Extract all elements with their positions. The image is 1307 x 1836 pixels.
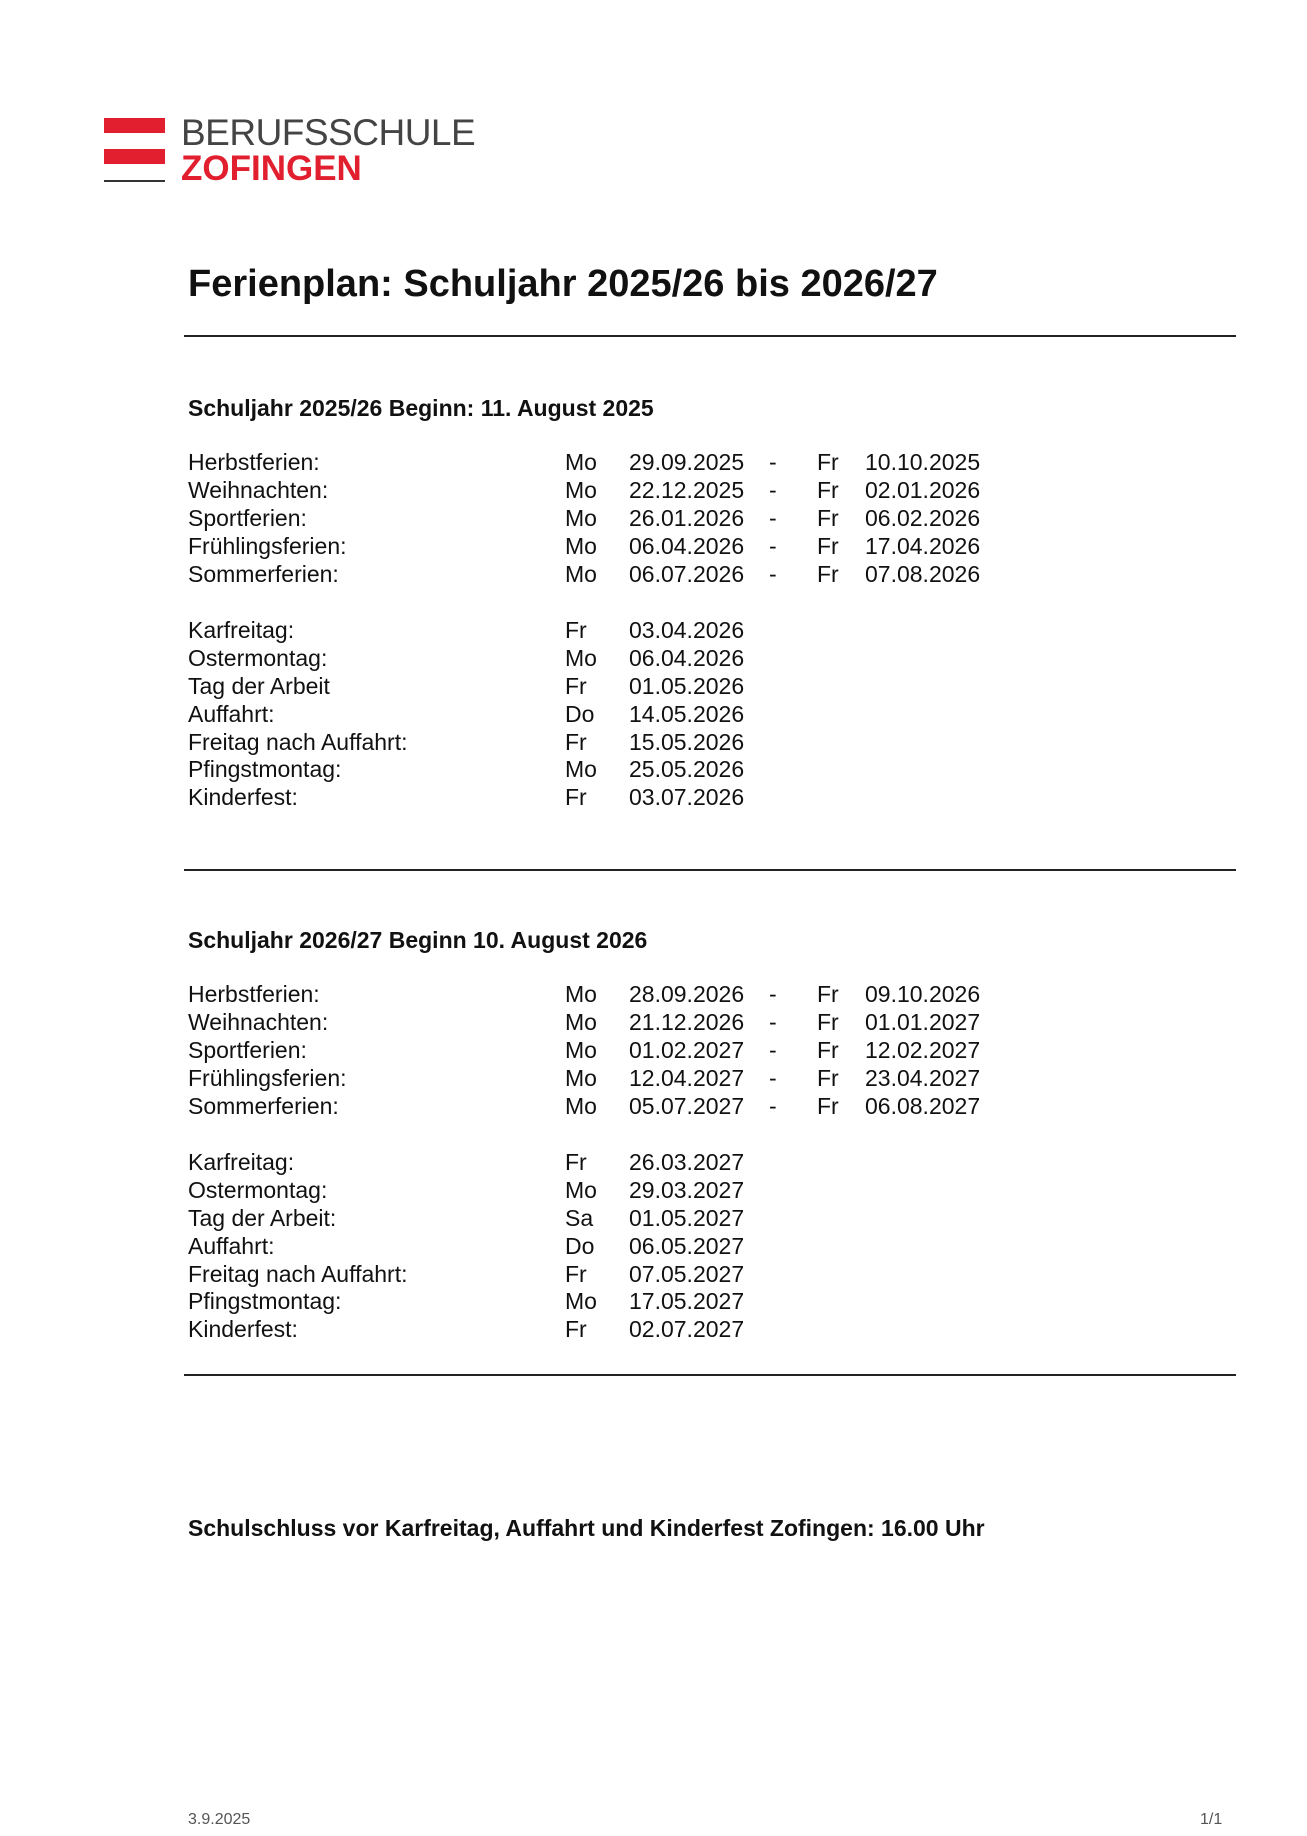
to-date: 02.01.2026 bbox=[865, 476, 981, 503]
weekday: Fr bbox=[565, 617, 587, 643]
date: 07.05.2027 bbox=[629, 1260, 745, 1287]
holiday-row bbox=[188, 560, 1088, 588]
from-weekday: Mo bbox=[565, 560, 597, 587]
from-date: 26.01.2026 bbox=[629, 504, 745, 531]
date-separator: - bbox=[769, 449, 777, 475]
divider-middle bbox=[184, 869, 1236, 871]
holiday-row bbox=[188, 532, 1088, 560]
to-weekday: Fr bbox=[817, 532, 839, 559]
from-weekday: Mo bbox=[565, 1064, 597, 1091]
holiday-row bbox=[188, 448, 1088, 476]
day-row bbox=[188, 616, 1088, 644]
holiday-name: Sommerferien: bbox=[188, 560, 339, 587]
holiday-row bbox=[188, 1064, 1088, 1092]
holiday-name: Sportferien: bbox=[188, 1036, 307, 1063]
weekday: Sa bbox=[565, 1204, 594, 1231]
date: 02.07.2027 bbox=[629, 1316, 745, 1343]
to-weekday: Fr bbox=[817, 1008, 839, 1035]
day-name: Ostermontag: bbox=[188, 1176, 328, 1203]
weekday: Fr bbox=[565, 1149, 587, 1175]
to-date: 09.10.2026 bbox=[865, 981, 981, 1007]
holiday-row bbox=[188, 1008, 1088, 1036]
to-date: 23.04.2027 bbox=[865, 1064, 981, 1091]
day-row bbox=[188, 1176, 1088, 1204]
to-date: 06.02.2026 bbox=[865, 504, 981, 531]
weekday: Fr bbox=[565, 728, 587, 755]
day-name: Auffahrt: bbox=[188, 700, 275, 727]
holiday-row bbox=[188, 1036, 1088, 1064]
school-logo bbox=[104, 112, 476, 190]
footer-date: 3.9.2025 bbox=[188, 1811, 251, 1828]
date: 06.05.2027 bbox=[629, 1232, 745, 1259]
logo-text-berufsschule: BERUFSSCHULE bbox=[181, 112, 476, 153]
day-row bbox=[188, 1260, 1088, 1288]
weekday: Fr bbox=[565, 1316, 587, 1343]
divider-top bbox=[184, 335, 1236, 337]
date: 26.03.2027 bbox=[629, 1149, 745, 1175]
weekday: Mo bbox=[565, 1288, 597, 1315]
from-weekday: Mo bbox=[565, 504, 597, 531]
day-row bbox=[188, 700, 1088, 728]
day-name: Pfingstmontag: bbox=[188, 1288, 342, 1315]
holiday-name: Frühlingsferien: bbox=[188, 532, 347, 559]
weekday: Do bbox=[565, 1232, 595, 1259]
date: 01.05.2027 bbox=[629, 1204, 745, 1231]
day-list-2026-27 bbox=[188, 1148, 1088, 1343]
date: 03.04.2026 bbox=[629, 617, 745, 643]
from-date: 05.07.2027 bbox=[629, 1092, 745, 1119]
divider-bottom bbox=[184, 1374, 1236, 1376]
to-date: 07.08.2026 bbox=[865, 560, 981, 587]
logo-underline bbox=[104, 180, 165, 182]
to-date: 12.02.2027 bbox=[865, 1036, 981, 1063]
to-weekday: Fr bbox=[817, 449, 839, 475]
holiday-list-2026-27 bbox=[188, 980, 1088, 1119]
holiday-name: Weihnachten: bbox=[188, 1008, 329, 1035]
from-weekday: Mo bbox=[565, 1092, 597, 1119]
from-date: 28.09.2026 bbox=[629, 981, 745, 1007]
day-row bbox=[188, 728, 1088, 756]
to-date: 06.08.2027 bbox=[865, 1092, 981, 1119]
holiday-row bbox=[188, 476, 1088, 504]
date: 14.05.2026 bbox=[629, 700, 745, 727]
weekday: Fr bbox=[565, 1260, 587, 1287]
date-separator: - bbox=[769, 981, 777, 1007]
date-separator: - bbox=[769, 476, 777, 503]
date: 15.05.2026 bbox=[629, 728, 745, 755]
date-separator: - bbox=[769, 1092, 777, 1119]
from-date: 21.12.2026 bbox=[629, 1008, 745, 1035]
section-heading-2026-27: Schuljahr 2026/27 Beginn 10. August 2026 bbox=[188, 927, 648, 953]
from-date: 22.12.2025 bbox=[629, 476, 745, 503]
weekday: Do bbox=[565, 700, 595, 727]
date-separator: - bbox=[769, 1064, 777, 1091]
day-row bbox=[188, 1204, 1088, 1232]
from-date: 12.04.2027 bbox=[629, 1064, 745, 1091]
to-date: 01.01.2027 bbox=[865, 1008, 981, 1035]
date: 06.04.2026 bbox=[629, 644, 745, 671]
weekday: Fr bbox=[565, 672, 587, 699]
holiday-row bbox=[188, 1092, 1088, 1120]
day-name: Tag der Arbeit: bbox=[188, 1204, 337, 1231]
date: 29.03.2027 bbox=[629, 1176, 745, 1203]
day-row bbox=[188, 1148, 1088, 1176]
day-name: Pfingstmontag: bbox=[188, 756, 342, 783]
day-name: Karfreitag: bbox=[188, 1149, 295, 1175]
from-weekday: Mo bbox=[565, 476, 597, 503]
date-separator: - bbox=[769, 560, 777, 587]
holiday-name: Weihnachten: bbox=[188, 476, 329, 503]
from-weekday: Mo bbox=[565, 532, 597, 559]
to-weekday: Fr bbox=[817, 981, 839, 1007]
date-separator: - bbox=[769, 1036, 777, 1063]
from-date: 06.04.2026 bbox=[629, 532, 745, 559]
holiday-name: Frühlingsferien: bbox=[188, 1064, 347, 1091]
day-row bbox=[188, 783, 1088, 811]
from-weekday: Mo bbox=[565, 1036, 597, 1063]
holiday-row bbox=[188, 504, 1088, 532]
day-row bbox=[188, 644, 1088, 672]
to-weekday: Fr bbox=[817, 504, 839, 531]
logo-red-bar-bottom bbox=[104, 149, 165, 164]
day-row bbox=[188, 1315, 1088, 1343]
holiday-name: Herbstferien: bbox=[188, 981, 320, 1007]
school-closing-note: Schulschluss vor Karfreitag, Auffahrt und Kinderfest Zofingen: 16.00 Uhr bbox=[188, 1515, 985, 1541]
page-title: Ferienplan: Schuljahr 2025/26 bis 2026/27 bbox=[188, 263, 938, 305]
logo-red-bar-top bbox=[104, 118, 165, 133]
day-row bbox=[188, 672, 1088, 700]
logo-text-zofingen: ZOFINGEN bbox=[181, 149, 362, 188]
day-row bbox=[188, 1287, 1088, 1315]
to-date: 10.10.2025 bbox=[865, 449, 981, 475]
to-weekday: Fr bbox=[817, 1064, 839, 1091]
from-date: 06.07.2026 bbox=[629, 560, 745, 587]
day-name: Auffahrt: bbox=[188, 1232, 275, 1259]
footer-page-number: 1/1 bbox=[1200, 1811, 1223, 1828]
to-weekday: Fr bbox=[817, 1092, 839, 1119]
date: 03.07.2026 bbox=[629, 784, 745, 811]
date-separator: - bbox=[769, 1008, 777, 1035]
date-separator: - bbox=[769, 532, 777, 559]
date: 01.05.2026 bbox=[629, 672, 745, 699]
holiday-row bbox=[188, 980, 1088, 1008]
day-row bbox=[188, 1232, 1088, 1260]
to-weekday: Fr bbox=[817, 560, 839, 587]
to-weekday: Fr bbox=[817, 1036, 839, 1063]
weekday: Mo bbox=[565, 756, 597, 783]
day-name: Freitag nach Auffahrt: bbox=[188, 728, 408, 755]
day-name: Kinderfest: bbox=[188, 1316, 298, 1343]
from-date: 29.09.2025 bbox=[629, 449, 745, 475]
weekday: Mo bbox=[565, 1176, 597, 1203]
from-date: 01.02.2027 bbox=[629, 1036, 745, 1063]
to-date: 17.04.2026 bbox=[865, 532, 981, 559]
holiday-name: Sportferien: bbox=[188, 504, 307, 531]
to-weekday: Fr bbox=[817, 476, 839, 503]
from-weekday: Mo bbox=[565, 449, 597, 475]
date-separator: - bbox=[769, 504, 777, 531]
day-list-2025-26 bbox=[188, 616, 1088, 811]
weekday: Fr bbox=[565, 784, 587, 811]
weekday: Mo bbox=[565, 644, 597, 671]
section-heading-2025-26: Schuljahr 2025/26 Beginn: 11. August 2025 bbox=[188, 395, 654, 421]
day-row bbox=[188, 755, 1088, 783]
day-name: Tag der Arbeit bbox=[188, 672, 330, 699]
holiday-name: Sommerferien: bbox=[188, 1092, 339, 1119]
holiday-list-2025-26 bbox=[188, 448, 1088, 587]
date: 17.05.2027 bbox=[629, 1288, 745, 1315]
holiday-name: Herbstferien: bbox=[188, 449, 320, 475]
day-name: Ostermontag: bbox=[188, 644, 328, 671]
from-weekday: Mo bbox=[565, 1008, 597, 1035]
from-weekday: Mo bbox=[565, 981, 597, 1007]
date: 25.05.2026 bbox=[629, 756, 745, 783]
day-name: Freitag nach Auffahrt: bbox=[188, 1260, 408, 1287]
day-name: Kinderfest: bbox=[188, 784, 298, 811]
day-name: Karfreitag: bbox=[188, 617, 295, 643]
